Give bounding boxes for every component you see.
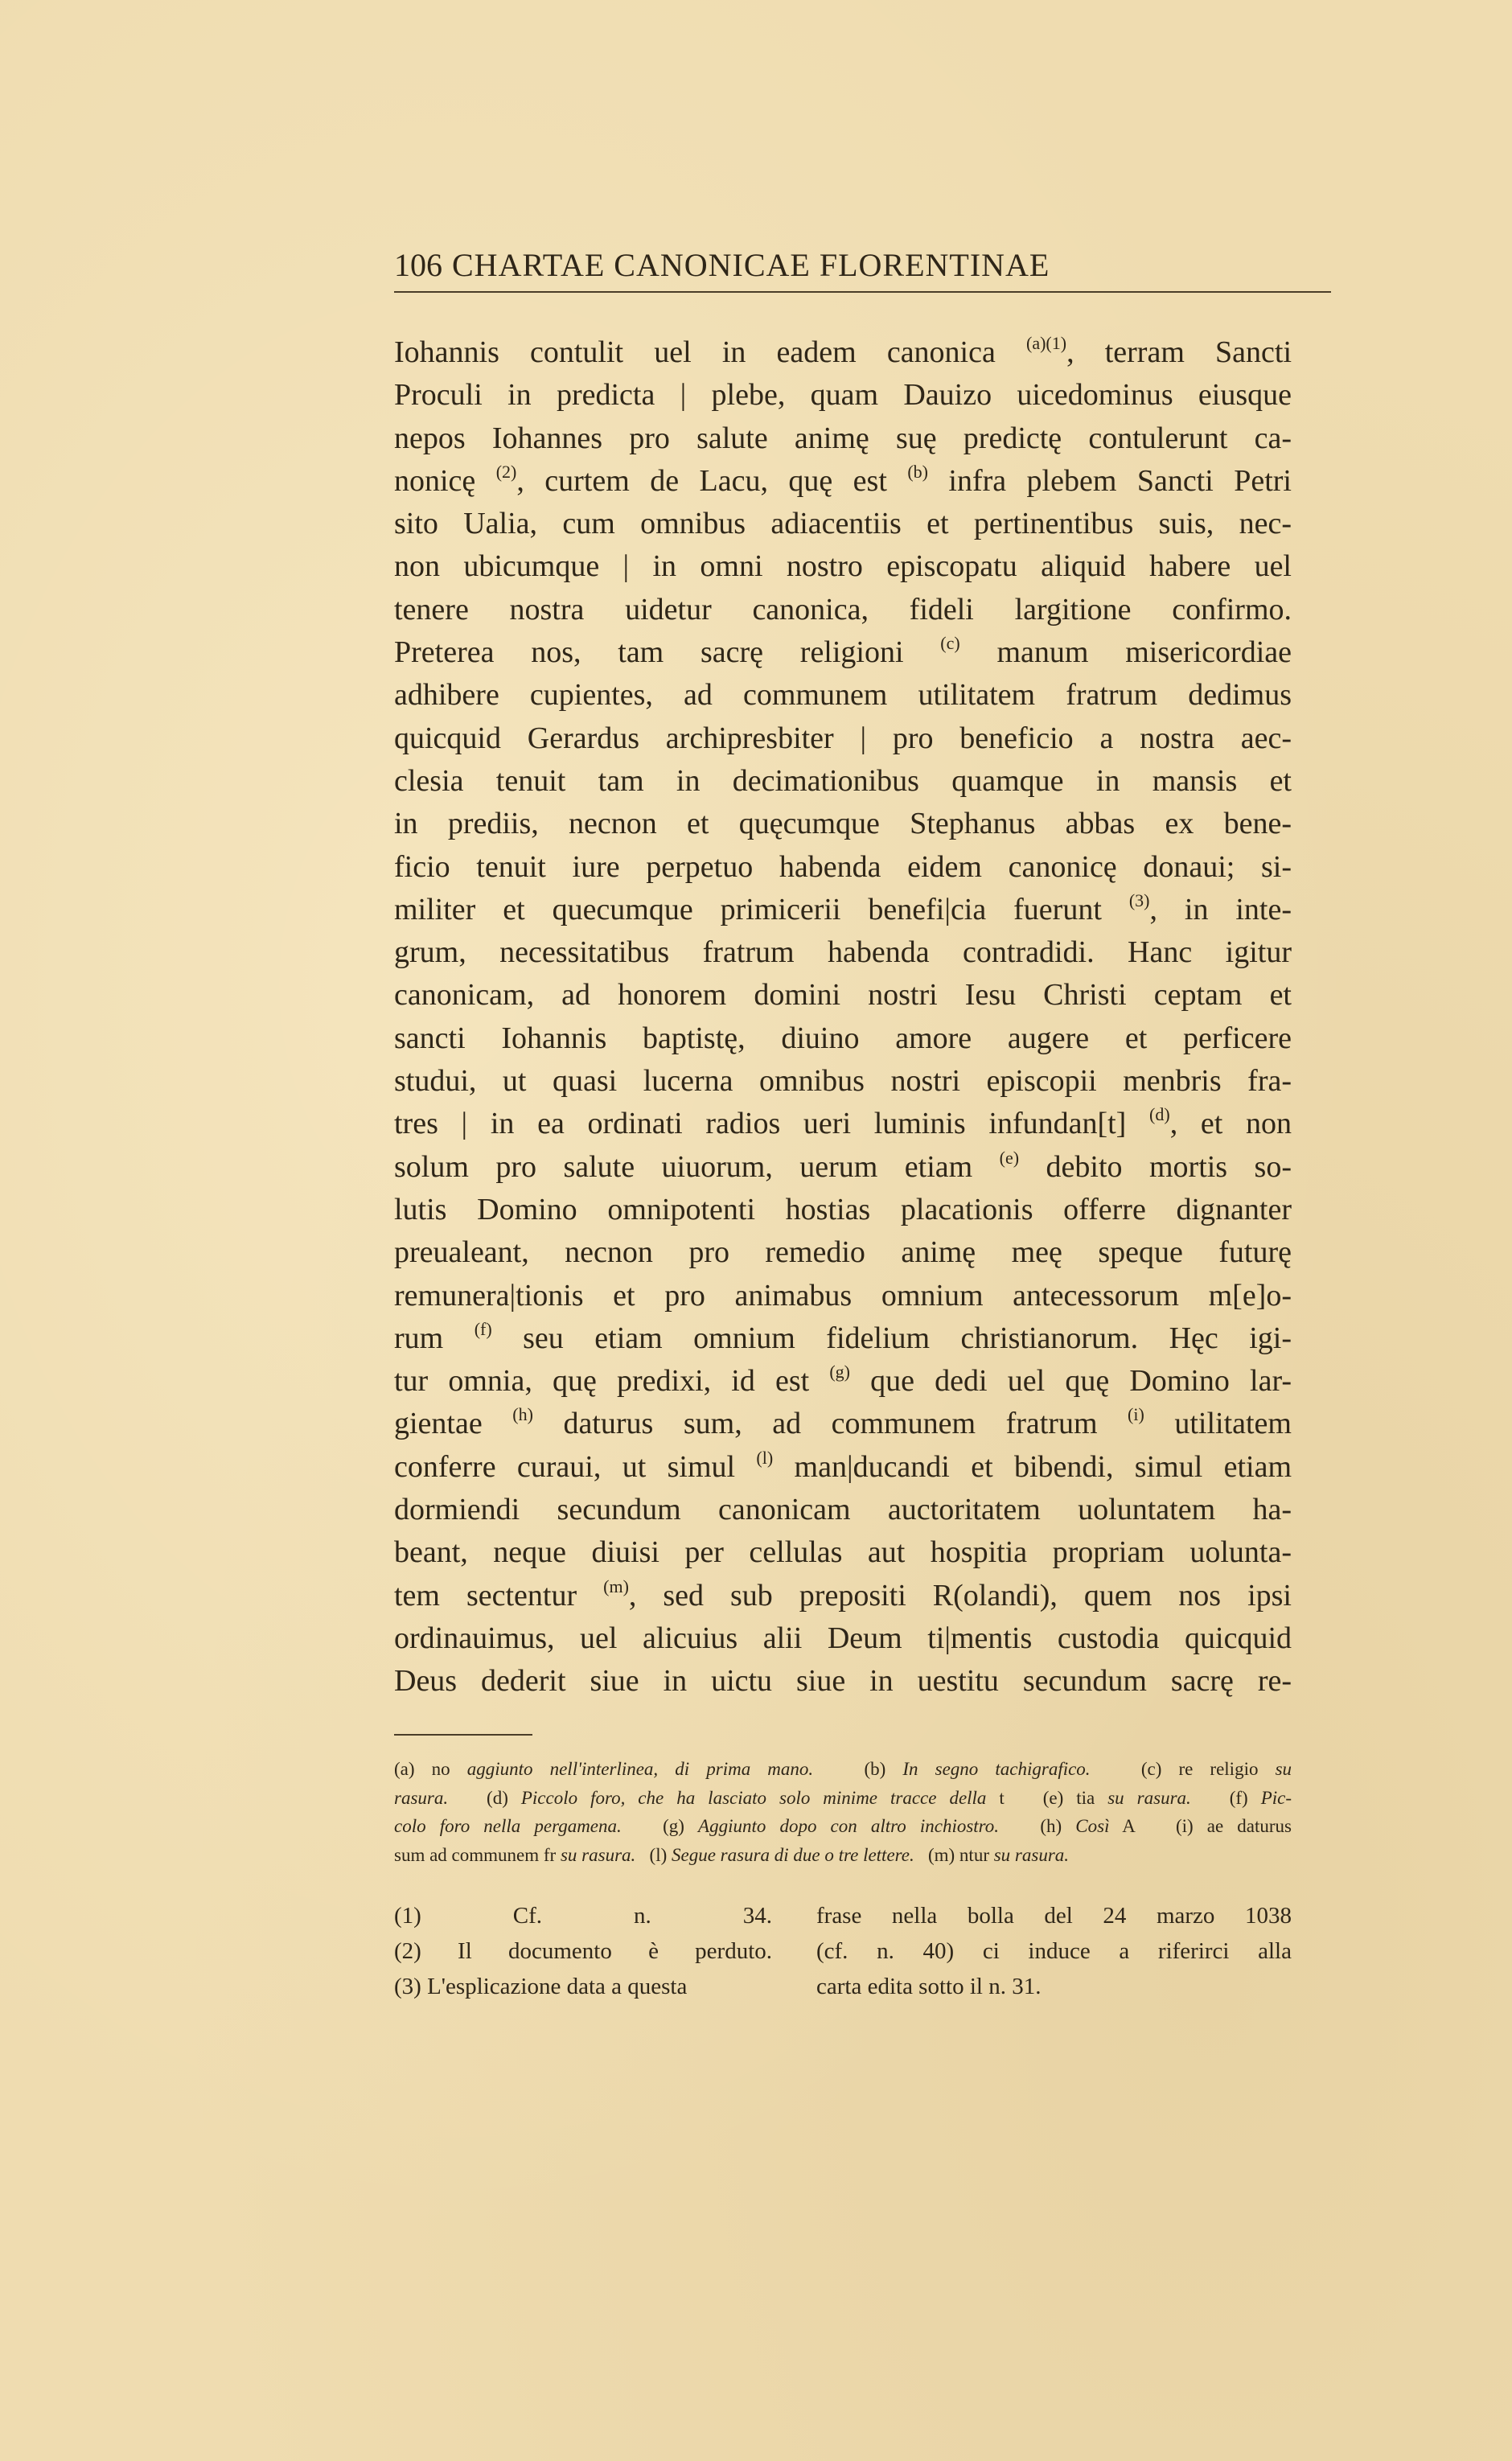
text-segment: , et non	[1169, 1107, 1292, 1141]
text-segment: t (e) tia	[986, 1787, 1108, 1808]
text-segment: In segno tachigrafico.	[902, 1759, 1091, 1779]
text-segment: rasura.	[394, 1787, 449, 1808]
text-segment: , curtem de Lacu, quę est	[516, 463, 908, 498]
text-segment: Preterea nos, tam sacrę religioni	[394, 635, 941, 670]
text-segment: (d)	[448, 1787, 521, 1808]
text-line	[394, 1275, 1292, 1317]
footnote-line: frase nella bolla del 24 marzo 1038	[816, 1903, 1292, 1929]
text-segment: (l)	[635, 1844, 672, 1865]
text-segment: (b)	[813, 1759, 903, 1779]
text-segment: su	[1275, 1759, 1292, 1779]
text-segment: Piccolo foro, che ha lasciato solo minime tracce della	[520, 1787, 987, 1808]
text-segment: tur omnia, quę predixi, id est	[394, 1364, 830, 1399]
text-segment: remunera|tionis et pro animabus omnium antecessorum m[e]o-	[394, 1278, 1292, 1313]
text-segment: man|ducandi et bibendi, simul etiam	[773, 1449, 1292, 1484]
text-line	[394, 1146, 1292, 1189]
text-segment: seu etiam omnium fidelium christianorum. Hęc igi-	[491, 1321, 1292, 1355]
text-line	[394, 1617, 1292, 1660]
text-segment: su rasura.	[560, 1844, 636, 1865]
text-segment: gientae	[394, 1407, 513, 1441]
text-segment: clesia tenuit tam in decimationibus quamque in mansis et	[394, 763, 1292, 798]
text-line	[394, 674, 1292, 717]
text-segment: A (i) ae daturus	[1109, 1816, 1292, 1836]
note-marker: (i)	[1128, 1404, 1144, 1425]
text-line	[394, 331, 1292, 374]
text-segment: sum ad communem fr	[394, 1844, 561, 1865]
text-line	[394, 631, 1292, 674]
text-segment: lutis Domino omnipotenti hostias placationis offerre dignanter	[394, 1192, 1292, 1226]
text-segment: conferre curaui, ut simul	[394, 1449, 757, 1484]
text-segment: colo foro nella pergamena.	[394, 1816, 622, 1836]
text-segment: aggiunto nell'interlinea, di prima mano.	[466, 1759, 814, 1779]
text-segment: grum, necessitatibus fratrum habenda contradidi. Hanc igitur	[394, 935, 1292, 970]
text-line	[394, 1360, 1292, 1403]
text-line	[394, 1317, 1292, 1360]
text-segment: Aggiunto dopo con altro inchiostro.	[698, 1816, 1000, 1836]
text-segment: ordinauimus, uel alicuius alii Deum ti|mentis custodia quicquid	[394, 1621, 1292, 1655]
note-marker: (l)	[756, 1447, 774, 1468]
text-line	[394, 803, 1292, 845]
text-segment: sito Ualia, cum omnibus adiacentiis et pertinentibus suis, nec-	[394, 507, 1292, 541]
text-segment: manum misericordiae	[959, 635, 1292, 670]
text-segment: (f)	[1190, 1787, 1261, 1808]
note-marker: (g)	[829, 1362, 851, 1383]
text-segment: nonicę	[394, 463, 496, 498]
text-line	[394, 417, 1292, 460]
text-segment: canonicam, ad honorem domini nostri Iesu Christi ceptam et	[394, 978, 1292, 1013]
text-line	[394, 1060, 1292, 1103]
text-segment: solum pro salute uiuorum, uerum etiam	[394, 1149, 1000, 1184]
historical-footnotes-right	[816, 1898, 1292, 2004]
note-marker: (h)	[512, 1404, 533, 1425]
text-segment: nepos Iohannes pro salute animę suę predictę contulerunt ca-	[394, 421, 1292, 455]
text-segment: dormiendi secundum canonicam auctoritatem uoluntatem ha-	[394, 1493, 1292, 1527]
text-segment: utilitatem	[1144, 1407, 1292, 1441]
note-marker: (b)	[907, 461, 928, 482]
text-line	[394, 846, 1292, 889]
text-segment: ficio tenuit iure perpetuo habenda eidem canonicę donaui; si-	[394, 849, 1292, 884]
text-line	[394, 1446, 1292, 1489]
note-marker: (3)	[1128, 889, 1150, 910]
text-segment: su rasura.	[993, 1844, 1070, 1865]
text-segment: , in inte-	[1149, 892, 1292, 926]
text-line	[394, 717, 1292, 760]
footnote-line: (3) L'esplicazione data a questa	[394, 1974, 688, 1999]
text-line	[394, 760, 1292, 803]
text-segment: (a) no	[394, 1759, 467, 1779]
page-number: 106	[394, 247, 442, 283]
critical-note-line	[394, 1755, 1292, 1784]
footnote-line: (cf. n. 40) ci induce a riferirci alla	[816, 1938, 1292, 1964]
text-segment: sancti Iohannis baptistę, diuino amore augere et perficere	[394, 1021, 1292, 1055]
text-segment: adhibere cupientes, ad communem utilitatem fratrum dedimus	[394, 678, 1292, 713]
text-line	[394, 1017, 1292, 1060]
text-line	[394, 503, 1292, 545]
note-marker: (f)	[474, 1318, 492, 1339]
text-line	[394, 374, 1292, 417]
text-segment: preualeant, necnon pro remedio animę meę speque futurę	[394, 1235, 1292, 1270]
text-segment: beant, neque diuisi per cellulas aut hospitia propriam uolunta-	[394, 1535, 1292, 1570]
text-segment: Segue rasura di due o tre lettere.	[672, 1844, 914, 1865]
text-line	[394, 1660, 1292, 1703]
text-line	[394, 931, 1292, 974]
note-marker: (e)	[999, 1147, 1020, 1168]
text-segment: (m) ntur	[914, 1844, 994, 1865]
text-segment: rum	[394, 1321, 475, 1355]
text-segment: (g)	[621, 1816, 699, 1836]
text-line	[394, 1575, 1292, 1617]
text-segment: (c) re religio	[1090, 1759, 1276, 1779]
text-segment: que dedi uel quę Domino lar-	[850, 1364, 1292, 1399]
text-segment: infra plebem Sancti Petri	[927, 463, 1292, 498]
historical-footnotes-left	[394, 1898, 772, 2004]
critical-apparatus	[394, 1755, 1292, 1869]
text-segment: Deus dederit siue in uictu siue in uestitu secundum sacrę re-	[394, 1664, 1292, 1699]
note-marker: (1)	[1046, 333, 1067, 353]
critical-note-line	[394, 1841, 1292, 1870]
text-segment: non ubicumque | in omni nostro episcopatu aliquid habere uel	[394, 549, 1292, 584]
note-marker: (2)	[495, 461, 517, 482]
text-segment: militer et quecumque primicerii benefi|cia fuerunt	[394, 892, 1129, 926]
text-line	[394, 1103, 1292, 1145]
running-title: CHARTAE CANONICAE FLORENTINAE	[452, 247, 1050, 283]
note-marker: (c)	[940, 633, 960, 654]
text-line	[394, 889, 1292, 931]
text-line	[394, 545, 1292, 588]
text-line	[394, 1403, 1292, 1445]
text-line	[394, 589, 1292, 631]
text-segment: (h)	[999, 1816, 1076, 1836]
critical-note-line	[394, 1812, 1292, 1841]
text-line	[394, 1489, 1292, 1531]
footnote-line: (2) Il documento è perduto.	[394, 1938, 772, 1964]
text-line	[394, 1231, 1292, 1274]
text-line	[394, 460, 1292, 503]
text-segment: , sed sub prepositi R(olandi), quem nos ipsi	[628, 1578, 1292, 1613]
text-segment: tenere nostra uidetur canonica, fideli largitione confirmo.	[394, 592, 1292, 627]
footnote-line: carta edita sotto il n. 31.	[816, 1974, 1042, 1999]
text-line	[394, 974, 1292, 1017]
text-segment: , terram Sancti	[1066, 335, 1292, 369]
text-segment: tres | in ea ordinati radios ueri luminis infundan[t]	[394, 1107, 1150, 1141]
text-segment: su rasura.	[1107, 1787, 1191, 1808]
text-segment: debito mortis so-	[1019, 1149, 1292, 1184]
note-marker: (a)	[1026, 333, 1046, 353]
text-segment: in prediis, necnon et quęcumque Stephanus abbas ex bene-	[394, 807, 1292, 841]
running-header	[394, 241, 1331, 293]
footnote-divider	[394, 1734, 532, 1736]
text-segment: quicquid Gerardus archipresbiter | pro beneficio a nostra aec-	[394, 721, 1292, 755]
text-line	[394, 1531, 1292, 1574]
text-segment: Pic-	[1260, 1787, 1292, 1808]
text-segment: daturus sum, ad communem fratrum	[532, 1407, 1128, 1441]
charter-text	[394, 331, 1292, 1703]
text-segment: tem sectentur	[394, 1578, 604, 1613]
critical-note-line	[394, 1784, 1292, 1813]
text-line	[394, 1189, 1292, 1231]
text-segment: Iohannis contulit uel in eadem canonica	[394, 335, 1026, 369]
text-segment: Proculi in predicta | plebe, quam Dauizo uicedominus eiusque	[394, 378, 1292, 413]
text-segment: studui, ut quasi lucerna omnibus nostri episcopii menbris fra-	[394, 1064, 1292, 1099]
note-marker: (d)	[1149, 1104, 1170, 1125]
footnote-line: (1) Cf. n. 34.	[394, 1903, 772, 1929]
note-marker: (m)	[603, 1576, 629, 1596]
text-segment: Così	[1075, 1816, 1110, 1836]
